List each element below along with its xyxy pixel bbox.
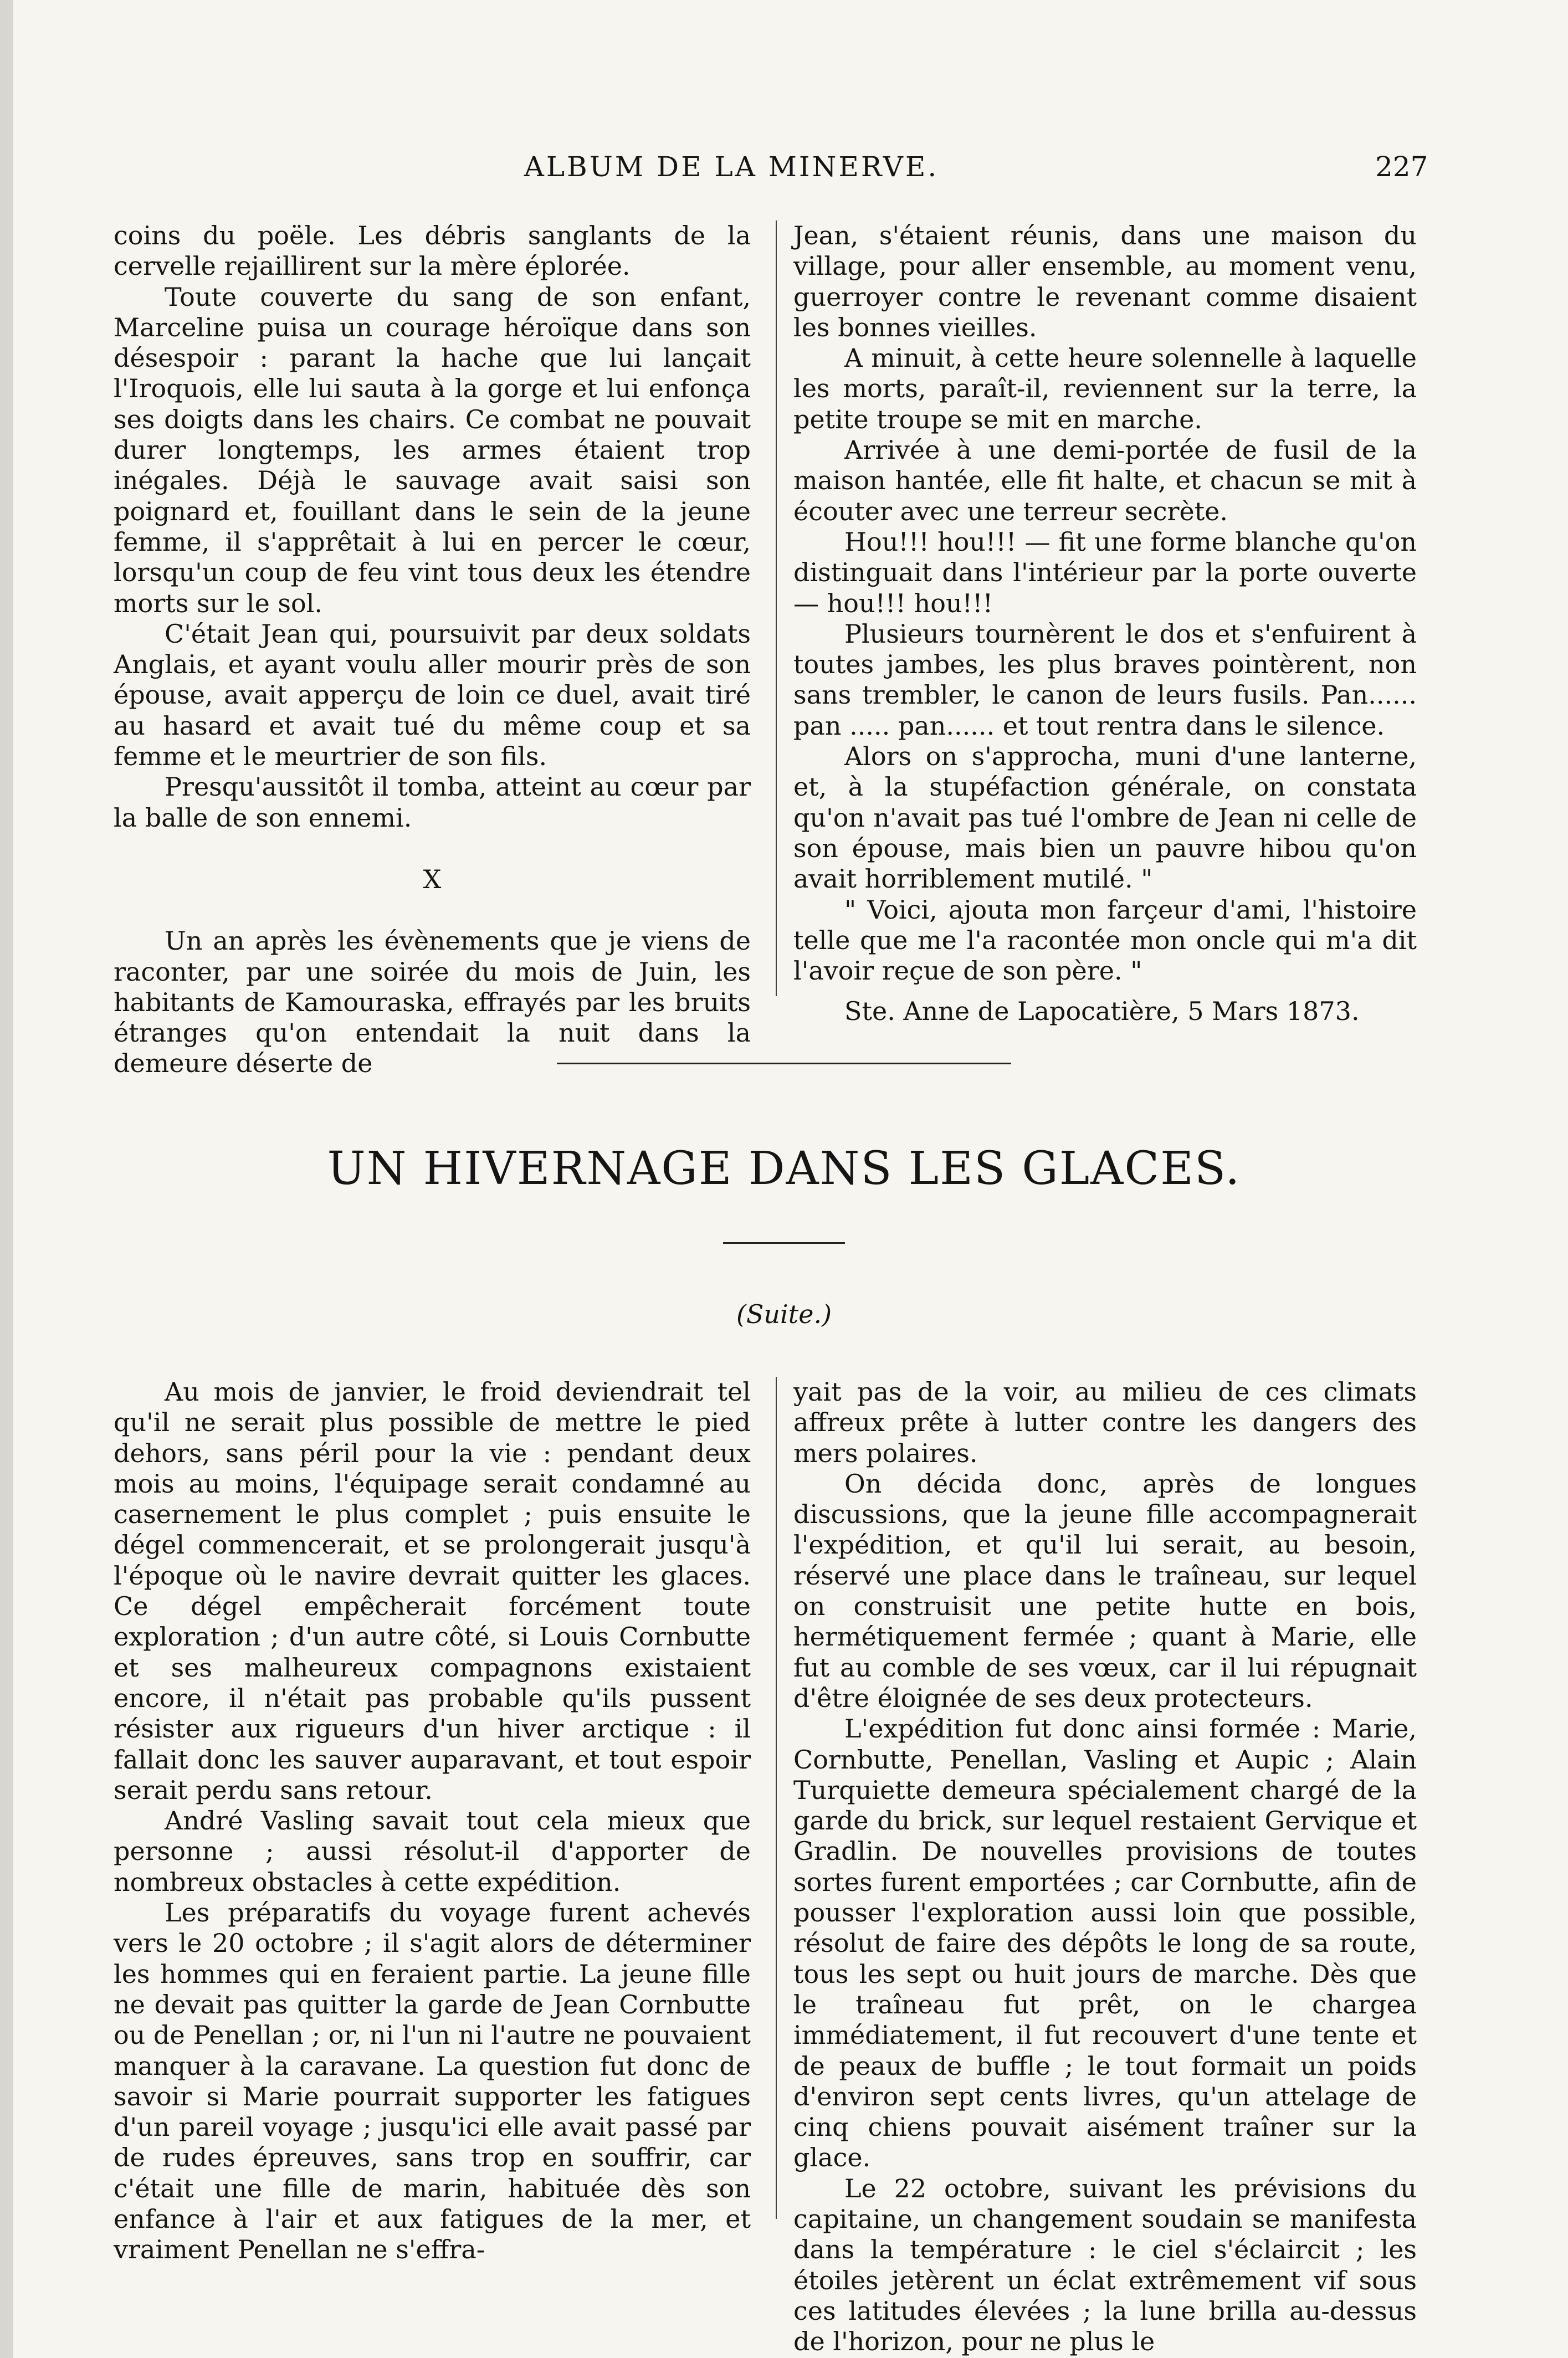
paragraph: C'était Jean qui, poursuivit par deux soldats Anglais, et ayant voulu aller mourir près de son épouse, avait apperçu de loin ce duel, avait tiré au hasard et avait tué du même coup et sa femme et le meurtrier de son fils. — [114, 618, 751, 772]
paragraph: Plusieurs tournèrent le dos et s'enfuirent à toutes jambes, les plus braves pointèrent, non sans trembler, le canon de leurs fusils. Pan...... pan ..... pan...... et tout rentra dans le silence. — [793, 618, 1417, 741]
paragraph: On décida donc, après de longues discussions, que la jeune fille accompagnerait l'expédition, et qu'il lui serait, au besoin, réservé une place dans le traîneau, sur lequel on construisit une petite hutte en bois, hermétiquement fermée ; quant à Marie, elle fut au comble de ses vœux, car il lui répugnait d'être éloignée de ses deux protecteurs. — [793, 1468, 1417, 1713]
paragraph: coins du poële. Les débris sanglants de la cervelle rejaillirent sur la mère éplorée. — [114, 221, 751, 281]
paragraph: A minuit, à cette heure solennelle à laquelle les morts, paraît-il, reviennent sur la terre, la petite troupe se mit en marche. — [793, 343, 1417, 434]
paragraph: Un an après les évènements que je viens de raconter, par une soirée du mois de Juin, les habitants de Kamouraska, effrayés par les bruits étranges qu'on entendait la nuit dans la demeure déserte de — [114, 926, 751, 1079]
story2-left-column — [114, 1377, 751, 2265]
paragraph: Le 22 octobre, suivant les prévisions du capitaine, un changement soudain se manifesta dans la température : le ciel s'éclaircit ; les étoiles jetèrent un éclat extrêmement vif sous ces latitudes élevées ; la lune brilla au-dessus de l'horizon, pour ne plus le — [793, 2173, 1417, 2357]
running-header — [0, 151, 1568, 195]
article-subtitle: (Suite.) — [736, 1299, 832, 1329]
journal-title: ALBUM DE LA MINERVE. — [524, 151, 939, 183]
title-rule — [723, 1242, 845, 1244]
story1-left-column — [114, 221, 751, 1079]
paragraph: Alors on s'approcha, muni d'une lanterne, et, à la stupéfaction générale, on constata qu'on n'avait pas tué l'ombre de Jean ni celle de son épouse, mais bien un pauvre hibou qu'on avait horriblement mutilé. " — [793, 741, 1417, 894]
paragraph: Toute couverte du sang de son enfant, Marceline puisa un courage héroïque dans son désespoir : parant la hache que lui lançait l'Iroquois, elle lui sauta à la gorge et lui enfonça ses doigts dans les chairs. Ce combat ne pouvait durer longtemps, les armes étaient trop inégales. Déjà le sauvage avait saisi son poignard et, fouillant dans le sein de la jeune femme, il s'apprêtait à lui en percer le cœur, lorsqu'un coup de feu vint tous deux les étendre morts sur le sol. — [114, 281, 751, 618]
article-title: UN HIVERNAGE DANS LES GLACES. — [327, 1142, 1241, 1195]
paragraph: " Voici, ajouta mon farçeur d'ami, l'histoire telle que me l'a racontée mon oncle qui m'a dit l'avoir reçue de son père. " — [793, 894, 1417, 986]
paragraph: Arrivée à une demi-portée de fusil de la maison hantée, elle fit halte, et chacun se mit à écouter avec une terreur secrète. — [793, 435, 1417, 526]
page-number: 227 — [1375, 151, 1428, 183]
column-divider — [776, 221, 777, 996]
section-separator — [557, 1063, 1011, 1064]
dateline: Ste. Anne de Lapocatière, 5 Mars 1873. — [844, 996, 1360, 1027]
paragraph: Jean, s'étaient réunis, dans une maison du village, pour aller ensemble, au moment venu, guerroyer contre le revenant comme disaient les bonnes vieilles. — [793, 221, 1417, 342]
paragraph: L'expédition fut donc ainsi formée : Marie, Cornbutte, Penellan, Vasling et Aupic ; Alain Turquiette demeura spécialement chargé de la garde du brick, sur lequel restaient Gervique et Gradlin. De nouvelles provisions de toutes sortes furent emportées ; car Cornbutte, afin de pousser l'exploration aussi loin que possible, résolut de faire des dépôts le long de sa route, tous les sept ou huit jours de marche. Dès que le traîneau fut prêt, on le chargea immédiatement, il fut recouvert d'une tente et de peaux de buffle ; le tout formait un poids d'environ sept cents livres, qu'un attelage de cinq chiens pouvait aisément traîner sur la glace. — [793, 1714, 1417, 2173]
paragraph: Hou!!! hou!!! — fit une forme blanche qu'on distinguait dans l'intérieur par la porte ouverte — hou!!! hou!!! — [793, 526, 1417, 618]
paragraph: Presqu'aussitôt il tomba, atteint au cœur par la balle de son ennemi. — [114, 772, 751, 833]
paragraph: Au mois de janvier, le froid deviendrait tel qu'il ne serait plus possible de mettre le pied dehors, sans péril pour la vie : pendant deux mois au moins, l'équipage serait condamné au casernement le plus complet ; puis ensuite le dégel commencerait, et se prolongerait jusqu'à l'époque où le navire devrait quitter les glaces. Ce dégel empêcherait forcément toute exploration ; d'un autre côté, si Louis Cornbutte et ses malheureux compagnons existaient encore, il n'était pas probable qu'ils pussent résister aux rigueurs d'un hiver arctique : il fallait donc les sauver auparavant, et tout espoir serait perdu sans retour. — [114, 1377, 751, 1805]
section-heading: X — [423, 864, 442, 894]
column-divider — [776, 1377, 777, 2219]
story2-right-column — [793, 1377, 1417, 2357]
story1-right-column — [793, 221, 1417, 1027]
paragraph: yait pas de la voir, au milieu de ces climats affreux prête à lutter contre les dangers des mers polaires. — [793, 1377, 1417, 1468]
paragraph: Les préparatifs du voyage furent achevés vers le 20 octobre ; il s'agit alors de déterminer les hommes qui en feraient partie. La jeune fille ne devait pas quitter la garde de Jean Cornbutte ou de Penellan ; or, ni l'un ni l'autre ne pouvaient manquer à la caravane. La question fut donc de savoir si Marie pourrait supporter les fatigues d'un pareil voyage ; jusqu'ici elle avait passé par de rudes épreuves, sans trop en souffrir, car c'était une fille de marin, habituée dès son enfance à l'air et aux fatigues de la mer, et vraiment Penellan ne s'effra- — [114, 1898, 751, 2265]
paragraph: André Vasling savait tout cela mieux que personne ; aussi résolut-il d'apporter de nombreux obstacles à cette expédition. — [114, 1806, 751, 1897]
